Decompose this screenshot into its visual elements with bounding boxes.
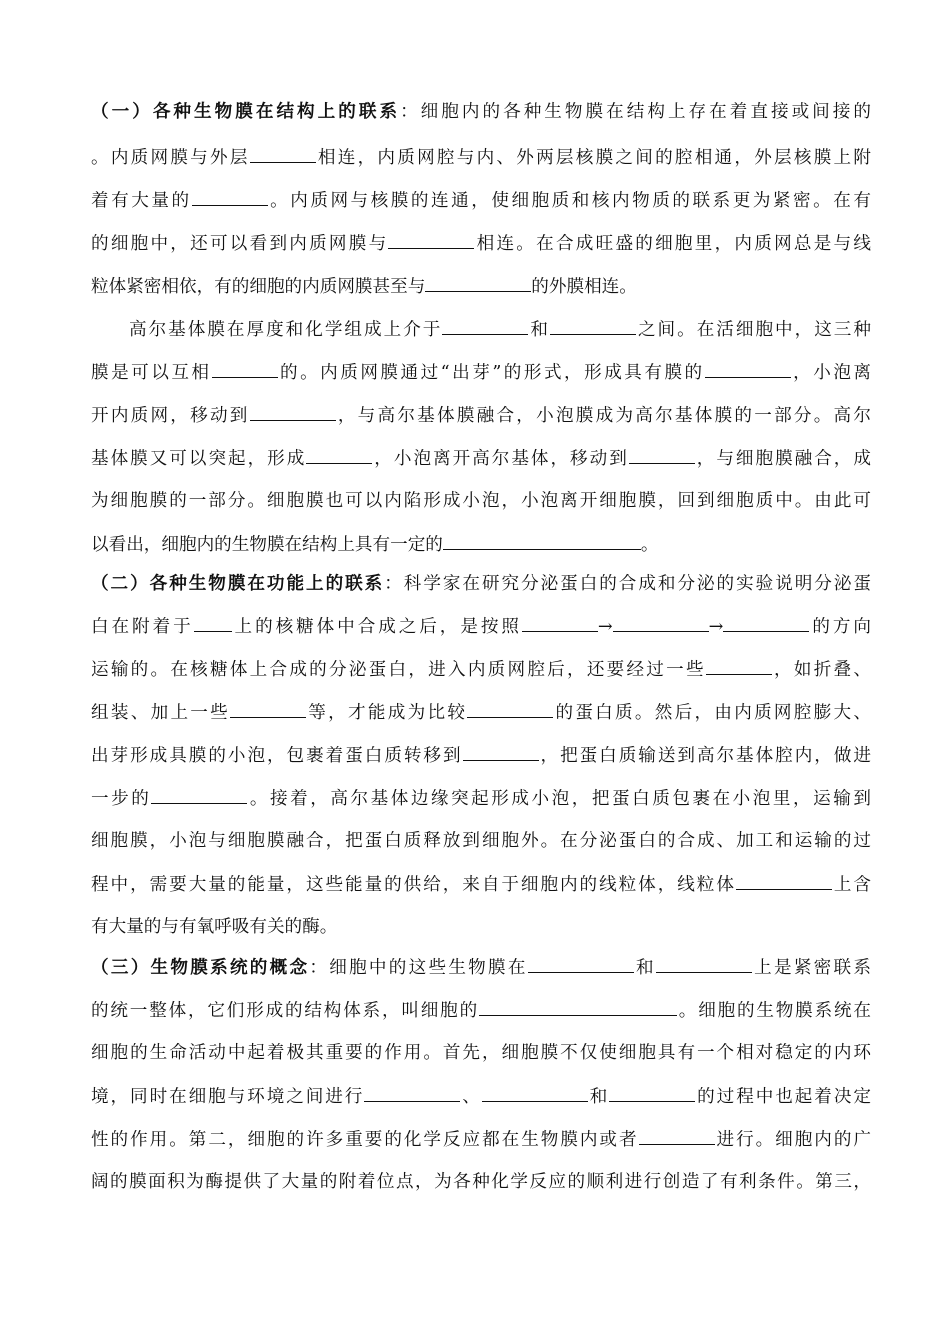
p2-line-3: 开内质网，移动到 ，与高尔基体膜融合，小泡膜成为高尔基体膜的一部分。高尔 [91,403,871,428]
s2-line-5: 出芽形成具膜的小泡，包裹着蛋白质转移到 ，把蛋白质输送到高尔基体腔内，做进 [91,743,871,768]
fill-blank[interactable] [613,614,709,632]
s1-line-3: 着有大量的 。内质网与核膜的连通，使细胞质和核内物质的联系更为紧密。在有 [91,188,871,213]
fill-blank[interactable] [736,872,832,890]
fill-blank[interactable] [723,614,809,632]
fill-blank[interactable] [629,446,695,464]
fill-blank[interactable] [467,700,553,718]
p2-line-6: 以看出，细胞内的生物膜在结构上具有一定的 。 [91,532,871,557]
fill-blank[interactable] [250,403,336,421]
s2-line-2: 白在附着于 上的核糖体中合成之后，是按照 → → 的方向 [91,614,871,639]
s3-line-5: 性的作用。第二，细胞的许多重要的化学反应都在生物膜内或者 进行。细胞内的广 [91,1127,871,1152]
fill-blank[interactable] [482,1084,588,1102]
s2-line-6: 一步的 。接着，高尔基体边缘突起形成小泡，把蛋白质包裹在小泡里，运输到 [91,786,871,811]
s1-line-4: 的细胞中，还可以看到内质网膜与 相连。在合成旺盛的细胞里，内质网总是与线 [91,231,871,256]
fill-blank[interactable] [522,614,598,632]
s3-line-1: （三）生物膜系统的概念：细胞中的这些生物膜在 和 上是紧密联系 [91,955,871,980]
p2-line-4: 基体膜又可以突起，形成 ，小泡离开高尔基体，移动到 ，与细胞膜融合，成 [91,446,871,471]
fill-blank[interactable] [250,145,316,163]
fill-blank[interactable] [528,955,634,973]
s1-line-5: 粒体紧密相依，有的细胞的内质网膜甚至与 的外膜相连。 [91,274,871,299]
s2-line-8: 程中，需要大量的能量，这些能量的供给，来自于细胞内的线粒体，线粒体 上含 [91,872,871,897]
fill-blank[interactable] [151,786,247,804]
arrow-right-icon: → [597,617,613,637]
fill-blank[interactable] [364,1084,460,1102]
s2-line-3: 运输的。在核糖体上合成的分泌蛋白，进入内质网腔后，还要经过一些 ，如折叠、 [91,657,871,682]
fill-blank[interactable] [425,274,531,292]
fill-blank[interactable] [639,1127,715,1145]
s3-line-2: 的统一整体，它们形成的结构体系，叫细胞的 。细胞的生物膜系统在 [91,998,871,1023]
s3-line-6: 阔的膜面积为酶提供了大量的附着位点，为各种化学反应的顺利进行创造了有利条件。第三， [91,1172,871,1192]
fill-blank[interactable] [550,317,636,335]
s3-line-4: 境，同时在细胞与环境之间进行 、 和 的过程中也起着决定 [91,1084,871,1109]
s3-line-3: 细胞的生命活动中起着极其重要的作用。首先，细胞膜不仅使细胞具有一个相对稳定的内环 [91,1043,871,1063]
s1-line-2: 。内质网膜与外层 相连，内质网腔与内、外两层核膜之间的腔相通，外层核膜上附 [91,145,871,170]
s1-line-1: （一）各种生物膜在结构上的联系：细胞内的各种生物膜在结构上存在着直接或间接的 [91,102,871,122]
fill-blank[interactable] [230,700,306,718]
fill-blank[interactable] [388,231,474,249]
fill-blank[interactable] [194,614,232,632]
fill-blank[interactable] [463,743,539,761]
fill-blank[interactable] [479,998,677,1016]
s2-heading: （二）各种生物膜在功能上的联系 [91,574,385,594]
fill-blank[interactable] [706,657,772,675]
fill-blank[interactable] [443,532,641,550]
arrow-right-icon: → [708,617,724,637]
p2-line-5: 为细胞膜的一部分。细胞膜也可以内陷形成小泡，小泡离开细胞膜，回到细胞质中。由此可 [91,491,871,511]
p2-line-2: 膜是可以互相 的。内质网膜通过“出芽”的形式，形成具有膜的 ，小泡离 [91,360,871,385]
fill-blank[interactable] [212,360,278,378]
s1-heading: （一）各种生物膜在结构上的联系 [91,102,401,122]
s2-line-9: 有大量的与有氧呼吸有关的酶。 [91,917,338,937]
fill-blank[interactable] [705,360,791,378]
s2-line-4: 组装、加上一些 等，才能成为比较 的蛋白质。然后，由内质网腔膨大、 [91,700,871,725]
fill-blank[interactable] [306,446,372,464]
fill-blank[interactable] [656,955,752,973]
s2-line-7: 细胞膜，小泡与细胞膜融合，把蛋白质释放到细胞外。在分泌蛋白的合成、加工和运输的过 [91,831,871,851]
p2-line-1: 高尔基体膜在厚度和化学组成上介于 和 之间。在活细胞中，这三种 [129,317,871,342]
fill-blank[interactable] [192,188,268,206]
fill-blank[interactable] [609,1084,695,1102]
s3-heading: （三）生物膜系统的概念 [91,958,310,978]
fill-blank[interactable] [442,317,528,335]
s2-line-1: （二）各种生物膜在功能上的联系：科学家在研究分泌蛋白的合成和分泌的实验说明分泌蛋 [91,574,871,594]
